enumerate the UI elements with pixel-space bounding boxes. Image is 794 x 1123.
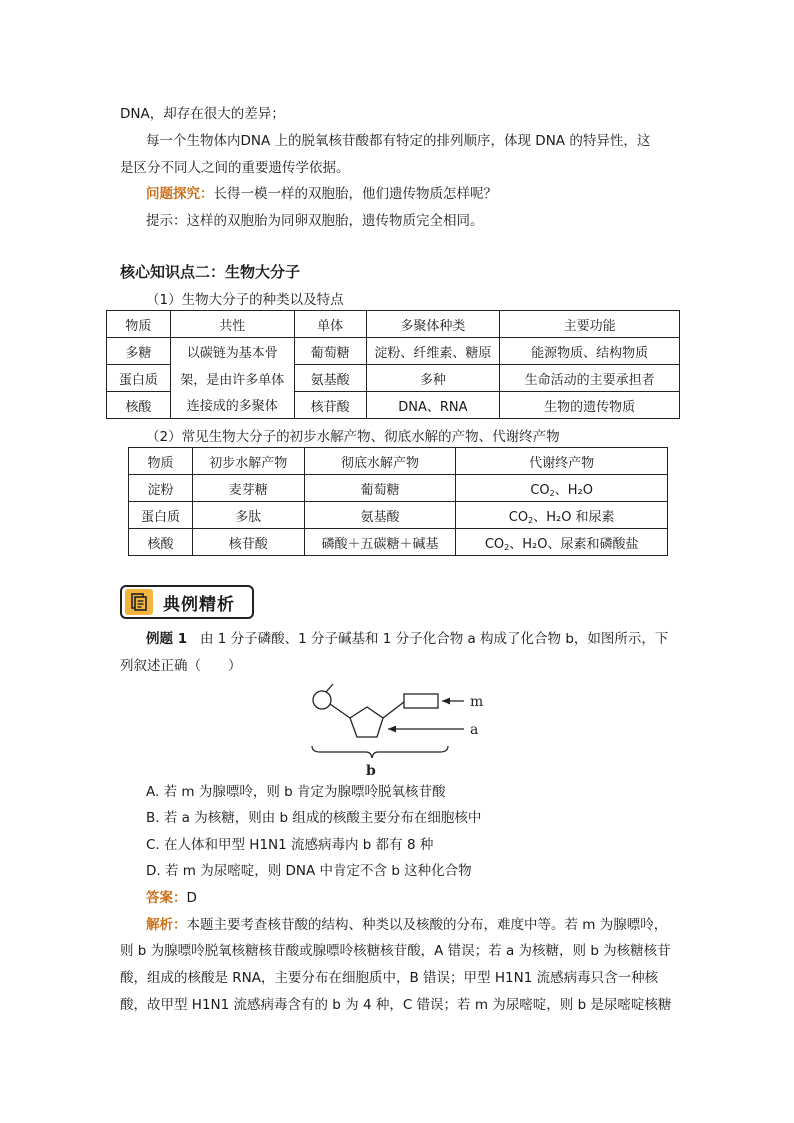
table-header-cell: 物质 <box>107 311 171 338</box>
hint-line: 提示：这样的双胞胎为同卵双胞胎，遗传物质完全相同。 <box>146 213 484 229</box>
table-cell: 核酸 <box>129 529 193 556</box>
formula-text: 、H₂O、尿素和磷酸盐 <box>509 536 639 552</box>
table-header-cell: 多聚体种类 <box>366 311 500 338</box>
analysis-label: 解析： <box>146 917 187 933</box>
table-cell: 多糖 <box>107 338 171 365</box>
option-a: A. 若 m 为腺嘌呤，则 b 肯定为腺嘌呤脱氧核苷酸 <box>146 784 446 800</box>
table-cell: DNA、RNA <box>366 392 500 419</box>
sugar-base-bond <box>383 702 404 718</box>
formula-text: 、H₂O 和尿素 <box>533 509 615 525</box>
table-cell: 氨基酸 <box>304 502 456 529</box>
table-row <box>107 392 680 419</box>
table-cell: 葡萄糖 <box>294 338 366 365</box>
table-cell-final <box>456 475 668 502</box>
formula-subscript: 2 <box>528 515 534 525</box>
section-title: 核心知识点二：生物大分子 <box>120 263 301 281</box>
table-header-cell: 初步水解产物 <box>192 448 304 475</box>
option-b: B. 若 a 为核糖，则由 b 组成的核酸主要分布在细胞核中 <box>146 810 482 826</box>
analysis-line-2: 则 b 为腺嘌呤脱氧核糖核苷酸或腺嘌呤核糖核苷酸，A 错误；若 a 为核糖，则 b 为核糖核苷 <box>120 943 671 959</box>
formula-subscript: 2 <box>504 542 510 552</box>
table-cell: 能源物质、结构物质 <box>500 338 680 365</box>
nucleotide-diagram <box>300 682 500 782</box>
phosphate-bond <box>326 684 333 692</box>
arrow-a-head <box>388 726 396 733</box>
table-header-cell: 共性 <box>170 311 294 338</box>
example-label: 例题 1 <box>146 631 188 647</box>
answer-line <box>146 888 197 908</box>
intro-line-2: 每一个生物体内DNA 上的脱氧核苷酸都有特定的排列顺序，体现 DNA 的特异性，这 <box>146 133 651 149</box>
example-stem-line-1 <box>146 629 668 649</box>
table-row <box>107 365 680 392</box>
question-line <box>146 184 497 204</box>
label-m: m <box>470 694 484 710</box>
formula-text: CO <box>508 509 529 525</box>
table-header-cell: 物质 <box>129 448 193 475</box>
table-header-cell: 彻底水解产物 <box>304 448 456 475</box>
table-header-cell: 代谢终产物 <box>456 448 668 475</box>
question-text: 长得一模一样的双胞胎，他们遗传物质怎样呢？ <box>213 186 497 202</box>
macromolecule-table <box>106 310 680 419</box>
document-icon <box>125 589 153 615</box>
pentose-ring <box>350 707 383 737</box>
analysis-line-4: 酸，故甲型 H1N1 流感病毒含有的 b 为 4 种，C 错误；若 m 为尿嘧啶，则 b 是尿嘧啶核糖 <box>120 997 672 1013</box>
table-cell: 淀粉、纤维素、糖原 <box>366 338 500 365</box>
label-a: a <box>470 722 479 738</box>
table-cell-final <box>456 502 668 529</box>
base-box <box>404 694 438 708</box>
table-header-cell: 单体 <box>294 311 366 338</box>
analysis-text: 本题主要考查核苷酸的结构、种类以及核酸的分布，难度中等。若 m 为腺嘌呤， <box>186 917 668 933</box>
table-cell-common: 连接成的多聚体 <box>170 392 294 419</box>
option-d: D. 若 m 为尿嘧啶，则 DNA 中肯定不含 b 这种化合物 <box>146 863 472 879</box>
example-stem-line-2: 列叙述正确（ ） <box>120 658 242 674</box>
analysis-line-3: 酸，组成的核酸是 RNA，主要分布在细胞质中，B 错误；甲型 H1N1 流感病毒只含一种核 <box>120 970 659 986</box>
table-cell: 淀粉 <box>129 475 193 502</box>
table2-caption: （2）常见生物大分子的初步水解产物、彻底水解的产物、代谢终产物 <box>146 429 560 445</box>
example-stem-text: 由 1 分子磷酸、1 分子碱基和 1 分子化合物 a 构成了化合物 b，如图所示，下 <box>199 631 669 647</box>
table-row <box>129 529 668 556</box>
table-cell: 氨基酸 <box>294 365 366 392</box>
table-cell: 生命活动的主要承担者 <box>500 365 680 392</box>
table-cell: 核苷酸 <box>192 529 304 556</box>
table-header-row <box>129 448 668 475</box>
option-c: C. 在人体和甲型 H1N1 流感病毒内 b 都有 8 种 <box>146 837 434 853</box>
table-cell: 蛋白质 <box>129 502 193 529</box>
intro-line-3: 是区分不同人之间的重要遗传学依据。 <box>120 160 350 176</box>
arrow-m-head <box>442 698 450 705</box>
table-cell: 生物的遗传物质 <box>500 392 680 419</box>
hydrolysis-table <box>128 447 668 556</box>
table-cell-common: 架，是由许多单体 <box>170 365 294 392</box>
answer-label: 答案： <box>146 890 187 906</box>
table1-caption: （1）生物大分子的种类以及特点 <box>146 292 344 308</box>
table-cell: 磷酸＋五碳糖＋碱基 <box>304 529 456 556</box>
table-cell: 葡萄糖 <box>304 475 456 502</box>
example-badge <box>120 585 254 619</box>
label-b: b <box>366 763 376 779</box>
formula-text: 、H₂O <box>554 482 593 498</box>
table-header-row <box>107 311 680 338</box>
table-row <box>129 475 668 502</box>
table-cell: 多肽 <box>192 502 304 529</box>
formula-text: CO <box>530 482 550 498</box>
table-cell: 核苷酸 <box>294 392 366 419</box>
table-cell: 麦芽糖 <box>192 475 304 502</box>
table-cell-common: 以碳链为基本骨 <box>170 338 294 365</box>
formula-subscript: 2 <box>549 488 555 498</box>
table-cell-final <box>456 529 668 556</box>
phosphate-circle <box>313 691 331 709</box>
intro-line-1: DNA，却存在很大的差异； <box>120 106 285 122</box>
badge-label: 典例精析 <box>163 594 235 615</box>
question-label: 问题探究： <box>146 186 214 202</box>
table-row <box>107 338 680 365</box>
phosphate-sugar-bond <box>330 704 350 718</box>
formula-text: CO <box>484 536 505 552</box>
table-row <box>129 502 668 529</box>
table-header-cell: 主要功能 <box>500 311 680 338</box>
table-cell: 多种 <box>366 365 500 392</box>
analysis-line-1 <box>146 915 667 935</box>
table-cell: 核酸 <box>107 392 171 419</box>
answer-value: D <box>186 890 197 906</box>
table-cell: 蛋白质 <box>107 365 171 392</box>
brace-b <box>312 746 448 758</box>
